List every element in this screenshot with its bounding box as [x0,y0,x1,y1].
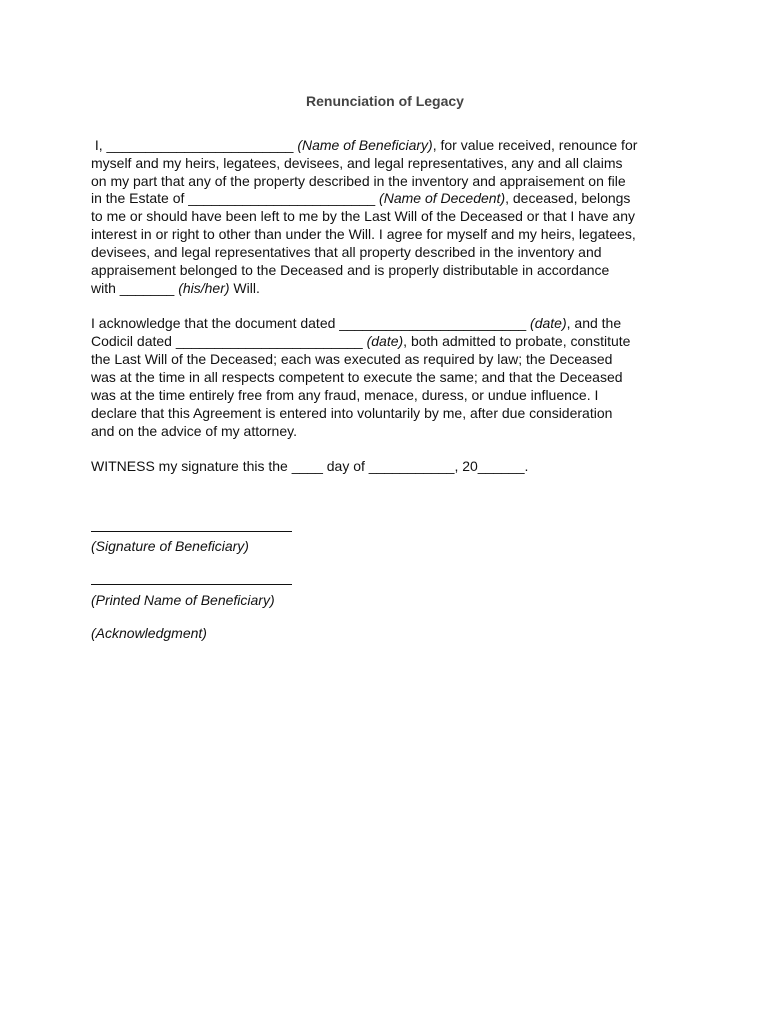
decedent-name-field-label: (Name of Decedent) [379,190,506,206]
paragraph-1-line-9 [91,279,260,297]
signature-line [91,531,292,532]
paragraph-1-line-1 [91,136,637,154]
beneficiary-name-field-label: (Name of Beneficiary) [297,137,433,153]
text-segment: I, ________________________ [91,137,298,153]
codicil-date-field-label: (date) [366,333,404,349]
paragraph-2-line-5: was at the time entirely free from any fraud, menace, duress, or undue influence. I [91,387,599,403]
paragraph-2-line-6: declare that this Agreement is entered into voluntarily by me, after due consideration [91,405,613,421]
acknowledgment-caption: (Acknowledgment) [91,625,207,641]
paragraph-2-line-3: the Last Will of the Deceased; each was executed as required by law; the Deceased [91,351,613,367]
will-date-field-label: (date) [530,315,567,331]
signature-caption: (Signature of Beneficiary) [91,538,249,554]
text-segment: , both admitted to probate, constitute [403,333,631,349]
document-title: Renunciation of Legacy [306,93,464,109]
paragraph-1-line-8: appraisement belonged to the Deceased and is properly distributable in accordance [91,262,610,278]
text-segment: with _______ [91,280,179,296]
paragraph-2-line-2 [91,332,630,350]
paragraph-1-line-6: interest in or right to other than under the Will. I agree for myself and my heirs, legatees, [91,226,636,242]
paragraph-1-line-7: devisees, and legal representatives that all property described in the inventory and [91,244,602,260]
text-segment: in the Estate of ________________________ [91,190,380,206]
paragraph-1-line-2: myself and my heirs, legatees, devisees, and legal representatives, any and all claims [91,155,623,171]
text-segment: Will. [229,280,260,296]
text-segment: , for value received, renounce for [432,137,638,153]
paragraph-2-line-1 [91,314,621,332]
text-segment: Codicil dated ________________________ [91,333,367,349]
text-segment: , and the [566,315,622,331]
printed-name-caption: (Printed Name of Beneficiary) [91,592,275,608]
paragraph-1-line-4 [91,189,630,207]
paragraph-2-line-4: was at the time in all respects competent to execute the same; and that the Deceased [91,369,623,385]
pronoun-field-label: (his/her) [178,280,230,296]
paragraph-2-line-7: and on the advice of my attorney. [91,423,297,439]
paragraph-1-line-3: on my part that any of the property described in the inventory and appraisement on file [91,173,626,189]
paragraph-1-line-5: to me or should have been left to me by the Last Will of the Deceased or that I have any [91,208,635,224]
printed-name-line [91,584,292,585]
witness-line: WITNESS my signature this the ____ day of ___________, 20______. [91,458,529,474]
text-segment: I acknowledge that the document dated ________________________ [91,315,531,331]
text-segment: , deceased, belongs [505,190,631,206]
